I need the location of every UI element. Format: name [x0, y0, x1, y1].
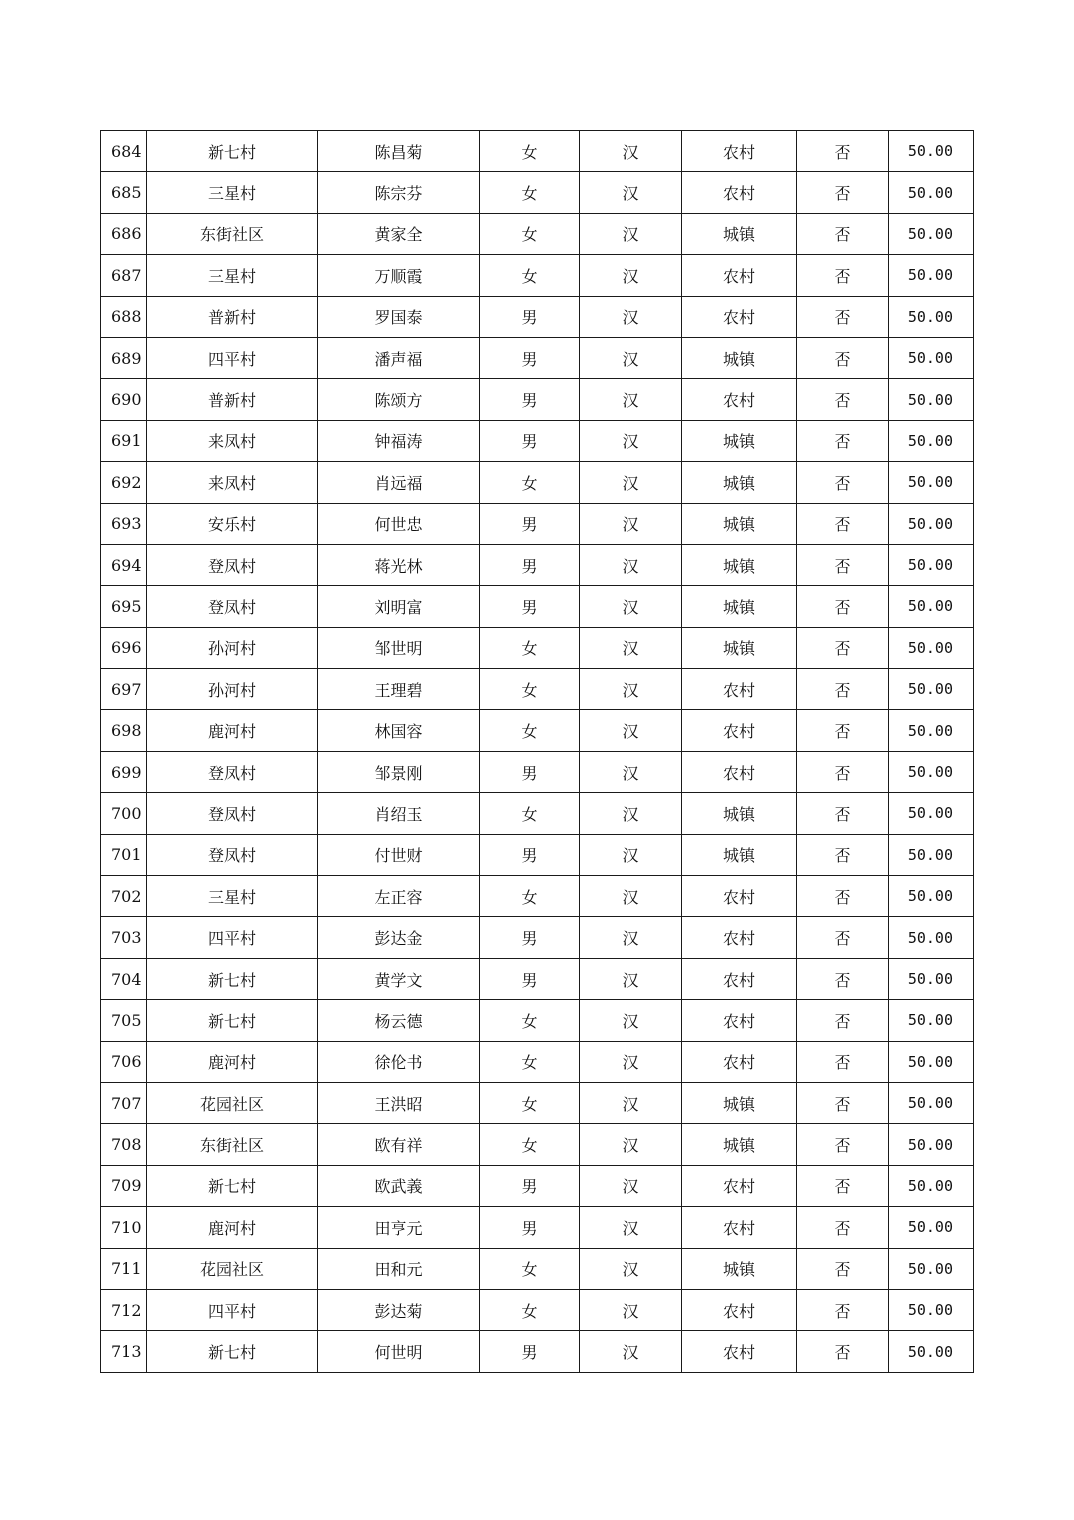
cell-village: 安乐村: [147, 503, 318, 544]
cell-ethnicity: 汉: [580, 337, 682, 378]
cell-amount: 50.00: [889, 1041, 974, 1082]
cell-ethnicity: 汉: [580, 544, 682, 585]
cell-residence: 农村: [682, 751, 797, 792]
cell-id: 711: [101, 1248, 147, 1289]
cell-flag: 否: [797, 1165, 889, 1206]
cell-id: 684: [101, 131, 147, 172]
table-row: [101, 1289, 974, 1330]
cell-village: 三星村: [147, 172, 318, 213]
cell-name: 潘声福: [318, 337, 480, 378]
cell-name: 罗国泰: [318, 296, 480, 337]
cell-ethnicity: 汉: [580, 793, 682, 834]
cell-id: 693: [101, 503, 147, 544]
cell-ethnicity: 汉: [580, 1124, 682, 1165]
cell-gender: 男: [480, 586, 580, 627]
cell-village: 新七村: [147, 1331, 318, 1372]
cell-residence: 城镇: [682, 793, 797, 834]
cell-gender: 男: [480, 544, 580, 585]
cell-name: 刘明富: [318, 586, 480, 627]
cell-residence: 农村: [682, 1041, 797, 1082]
cell-village: 三星村: [147, 255, 318, 296]
cell-name: 彭达菊: [318, 1289, 480, 1330]
table-row: [101, 131, 974, 172]
cell-amount: 50.00: [889, 131, 974, 172]
cell-id: 694: [101, 544, 147, 585]
table-row: [101, 793, 974, 834]
cell-village: 来凤村: [147, 420, 318, 461]
cell-residence: 城镇: [682, 1082, 797, 1123]
cell-village: 鹿河村: [147, 1207, 318, 1248]
table-row: [101, 1124, 974, 1165]
cell-residence: 农村: [682, 1289, 797, 1330]
table-row: [101, 255, 974, 296]
table-row: [101, 420, 974, 461]
cell-gender: 女: [480, 462, 580, 503]
table-row: [101, 379, 974, 420]
cell-flag: 否: [797, 379, 889, 420]
cell-name: 肖绍玉: [318, 793, 480, 834]
cell-flag: 否: [797, 1041, 889, 1082]
cell-amount: 50.00: [889, 462, 974, 503]
cell-ethnicity: 汉: [580, 627, 682, 668]
cell-residence: 农村: [682, 710, 797, 751]
cell-name: 彭达金: [318, 917, 480, 958]
cell-ethnicity: 汉: [580, 213, 682, 254]
cell-flag: 否: [797, 337, 889, 378]
cell-flag: 否: [797, 1207, 889, 1248]
cell-name: 黄学文: [318, 958, 480, 999]
cell-gender: 女: [480, 669, 580, 710]
cell-ethnicity: 汉: [580, 586, 682, 627]
cell-id: 705: [101, 1000, 147, 1041]
cell-residence: 农村: [682, 1331, 797, 1372]
cell-name: 付世财: [318, 834, 480, 875]
cell-gender: 女: [480, 131, 580, 172]
cell-ethnicity: 汉: [580, 255, 682, 296]
cell-residence: 农村: [682, 296, 797, 337]
cell-flag: 否: [797, 544, 889, 585]
cell-residence: 农村: [682, 1000, 797, 1041]
cell-residence: 农村: [682, 379, 797, 420]
cell-amount: 50.00: [889, 1289, 974, 1330]
cell-gender: 女: [480, 213, 580, 254]
cell-ethnicity: 汉: [580, 669, 682, 710]
cell-flag: 否: [797, 503, 889, 544]
cell-gender: 男: [480, 379, 580, 420]
cell-flag: 否: [797, 255, 889, 296]
cell-name: 田和元: [318, 1248, 480, 1289]
cell-residence: 城镇: [682, 420, 797, 461]
cell-gender: 男: [480, 420, 580, 461]
cell-amount: 50.00: [889, 917, 974, 958]
cell-residence: 农村: [682, 669, 797, 710]
cell-village: 三星村: [147, 876, 318, 917]
cell-gender: 女: [480, 1041, 580, 1082]
cell-residence: 城镇: [682, 544, 797, 585]
cell-ethnicity: 汉: [580, 1000, 682, 1041]
cell-flag: 否: [797, 213, 889, 254]
cell-name: 左正容: [318, 876, 480, 917]
cell-id: 707: [101, 1082, 147, 1123]
cell-gender: 女: [480, 1082, 580, 1123]
cell-flag: 否: [797, 296, 889, 337]
table-row: [101, 1041, 974, 1082]
cell-residence: 农村: [682, 958, 797, 999]
cell-village: 普新村: [147, 296, 318, 337]
cell-gender: 男: [480, 503, 580, 544]
cell-residence: 城镇: [682, 462, 797, 503]
cell-ethnicity: 汉: [580, 462, 682, 503]
cell-id: 692: [101, 462, 147, 503]
cell-amount: 50.00: [889, 503, 974, 544]
roster-table: [100, 130, 974, 1373]
cell-name: 林国容: [318, 710, 480, 751]
cell-flag: 否: [797, 958, 889, 999]
cell-flag: 否: [797, 710, 889, 751]
cell-gender: 女: [480, 1124, 580, 1165]
cell-ethnicity: 汉: [580, 751, 682, 792]
table-row: [101, 1248, 974, 1289]
cell-id: 690: [101, 379, 147, 420]
cell-name: 肖远福: [318, 462, 480, 503]
cell-village: 登凤村: [147, 751, 318, 792]
cell-ethnicity: 汉: [580, 710, 682, 751]
cell-flag: 否: [797, 462, 889, 503]
cell-ethnicity: 汉: [580, 1165, 682, 1206]
cell-village: 孙河村: [147, 669, 318, 710]
cell-village: 鹿河村: [147, 710, 318, 751]
cell-name: 欧武義: [318, 1165, 480, 1206]
cell-amount: 50.00: [889, 1248, 974, 1289]
cell-ethnicity: 汉: [580, 1248, 682, 1289]
cell-ethnicity: 汉: [580, 296, 682, 337]
cell-name: 杨云德: [318, 1000, 480, 1041]
cell-name: 何世忠: [318, 503, 480, 544]
cell-name: 陈宗芬: [318, 172, 480, 213]
cell-residence: 城镇: [682, 1124, 797, 1165]
cell-gender: 男: [480, 751, 580, 792]
cell-name: 徐伦书: [318, 1041, 480, 1082]
cell-gender: 男: [480, 917, 580, 958]
cell-village: 四平村: [147, 337, 318, 378]
cell-village: 登凤村: [147, 586, 318, 627]
cell-gender: 女: [480, 172, 580, 213]
cell-amount: 50.00: [889, 1082, 974, 1123]
table-row: [101, 1207, 974, 1248]
cell-residence: 农村: [682, 1207, 797, 1248]
table-row: [101, 544, 974, 585]
cell-amount: 50.00: [889, 586, 974, 627]
table-row: [101, 1000, 974, 1041]
table-row: [101, 917, 974, 958]
cell-residence: 农村: [682, 255, 797, 296]
cell-id: 685: [101, 172, 147, 213]
table-row: [101, 1082, 974, 1123]
cell-ethnicity: 汉: [580, 420, 682, 461]
roster-table-body: [101, 131, 974, 1373]
cell-village: 普新村: [147, 379, 318, 420]
cell-village: 孙河村: [147, 627, 318, 668]
cell-ethnicity: 汉: [580, 876, 682, 917]
cell-id: 699: [101, 751, 147, 792]
cell-ethnicity: 汉: [580, 379, 682, 420]
cell-flag: 否: [797, 834, 889, 875]
cell-gender: 女: [480, 876, 580, 917]
table-row: [101, 1165, 974, 1206]
cell-residence: 城镇: [682, 627, 797, 668]
cell-residence: 城镇: [682, 586, 797, 627]
cell-amount: 50.00: [889, 1000, 974, 1041]
table-row: [101, 751, 974, 792]
cell-flag: 否: [797, 172, 889, 213]
cell-village: 花园社区: [147, 1082, 318, 1123]
cell-gender: 男: [480, 1165, 580, 1206]
cell-amount: 50.00: [889, 793, 974, 834]
cell-village: 登凤村: [147, 544, 318, 585]
cell-gender: 女: [480, 710, 580, 751]
cell-residence: 农村: [682, 131, 797, 172]
cell-ethnicity: 汉: [580, 1289, 682, 1330]
cell-flag: 否: [797, 669, 889, 710]
cell-gender: 女: [480, 1289, 580, 1330]
cell-village: 新七村: [147, 131, 318, 172]
table-row: [101, 462, 974, 503]
cell-amount: 50.00: [889, 627, 974, 668]
cell-residence: 城镇: [682, 1248, 797, 1289]
cell-village: 登凤村: [147, 793, 318, 834]
table-row: [101, 586, 974, 627]
cell-amount: 50.00: [889, 1331, 974, 1372]
cell-residence: 农村: [682, 1165, 797, 1206]
cell-gender: 男: [480, 958, 580, 999]
cell-flag: 否: [797, 1331, 889, 1372]
cell-id: 700: [101, 793, 147, 834]
cell-flag: 否: [797, 917, 889, 958]
cell-gender: 男: [480, 1331, 580, 1372]
cell-flag: 否: [797, 793, 889, 834]
cell-amount: 50.00: [889, 1165, 974, 1206]
cell-residence: 城镇: [682, 337, 797, 378]
cell-ethnicity: 汉: [580, 503, 682, 544]
cell-ethnicity: 汉: [580, 1207, 682, 1248]
cell-id: 709: [101, 1165, 147, 1206]
cell-name: 万顺霞: [318, 255, 480, 296]
cell-name: 何世明: [318, 1331, 480, 1372]
cell-gender: 女: [480, 1000, 580, 1041]
cell-amount: 50.00: [889, 296, 974, 337]
table-row: [101, 876, 974, 917]
cell-village: 来凤村: [147, 462, 318, 503]
cell-id: 689: [101, 337, 147, 378]
cell-flag: 否: [797, 751, 889, 792]
cell-residence: 农村: [682, 172, 797, 213]
cell-id: 701: [101, 834, 147, 875]
cell-id: 696: [101, 627, 147, 668]
cell-amount: 50.00: [889, 420, 974, 461]
cell-flag: 否: [797, 876, 889, 917]
cell-amount: 50.00: [889, 379, 974, 420]
cell-amount: 50.00: [889, 1207, 974, 1248]
cell-id: 706: [101, 1041, 147, 1082]
cell-gender: 女: [480, 627, 580, 668]
cell-flag: 否: [797, 1000, 889, 1041]
cell-id: 702: [101, 876, 147, 917]
cell-ethnicity: 汉: [580, 958, 682, 999]
cell-amount: 50.00: [889, 834, 974, 875]
cell-name: 田亨元: [318, 1207, 480, 1248]
cell-id: 687: [101, 255, 147, 296]
table-row: [101, 669, 974, 710]
cell-flag: 否: [797, 1248, 889, 1289]
table-row: [101, 1331, 974, 1372]
cell-id: 713: [101, 1331, 147, 1372]
cell-name: 王洪昭: [318, 1082, 480, 1123]
cell-residence: 农村: [682, 876, 797, 917]
cell-residence: 城镇: [682, 503, 797, 544]
cell-id: 697: [101, 669, 147, 710]
cell-id: 704: [101, 958, 147, 999]
cell-gender: 男: [480, 337, 580, 378]
cell-gender: 女: [480, 255, 580, 296]
cell-amount: 50.00: [889, 669, 974, 710]
table-row: [101, 172, 974, 213]
cell-flag: 否: [797, 131, 889, 172]
cell-name: 欧有祥: [318, 1124, 480, 1165]
cell-name: 陈昌菊: [318, 131, 480, 172]
cell-id: 695: [101, 586, 147, 627]
cell-gender: 男: [480, 1207, 580, 1248]
cell-ethnicity: 汉: [580, 917, 682, 958]
cell-name: 邹景刚: [318, 751, 480, 792]
cell-flag: 否: [797, 1082, 889, 1123]
cell-flag: 否: [797, 627, 889, 668]
cell-id: 708: [101, 1124, 147, 1165]
cell-village: 新七村: [147, 1165, 318, 1206]
cell-id: 686: [101, 213, 147, 254]
cell-village: 东街社区: [147, 1124, 318, 1165]
cell-amount: 50.00: [889, 213, 974, 254]
cell-amount: 50.00: [889, 751, 974, 792]
table-row: [101, 958, 974, 999]
cell-flag: 否: [797, 586, 889, 627]
cell-amount: 50.00: [889, 958, 974, 999]
cell-flag: 否: [797, 1124, 889, 1165]
cell-name: 黄家全: [318, 213, 480, 254]
cell-ethnicity: 汉: [580, 1331, 682, 1372]
cell-residence: 城镇: [682, 213, 797, 254]
cell-id: 698: [101, 710, 147, 751]
cell-village: 四平村: [147, 1289, 318, 1330]
table-row: [101, 710, 974, 751]
cell-amount: 50.00: [889, 544, 974, 585]
cell-id: 712: [101, 1289, 147, 1330]
cell-village: 新七村: [147, 1000, 318, 1041]
cell-id: 710: [101, 1207, 147, 1248]
table-row: [101, 834, 974, 875]
cell-village: 新七村: [147, 958, 318, 999]
table-row: [101, 503, 974, 544]
table-row: [101, 337, 974, 378]
cell-name: 王理碧: [318, 669, 480, 710]
table-row: [101, 213, 974, 254]
cell-name: 蒋光林: [318, 544, 480, 585]
cell-id: 691: [101, 420, 147, 461]
cell-flag: 否: [797, 1289, 889, 1330]
cell-village: 鹿河村: [147, 1041, 318, 1082]
cell-name: 钟福涛: [318, 420, 480, 461]
cell-village: 东街社区: [147, 213, 318, 254]
table-row: [101, 296, 974, 337]
cell-amount: 50.00: [889, 337, 974, 378]
cell-gender: 男: [480, 296, 580, 337]
cell-amount: 50.00: [889, 1124, 974, 1165]
cell-gender: 女: [480, 1248, 580, 1289]
cell-residence: 城镇: [682, 834, 797, 875]
cell-amount: 50.00: [889, 255, 974, 296]
cell-ethnicity: 汉: [580, 834, 682, 875]
cell-village: 花园社区: [147, 1248, 318, 1289]
cell-gender: 男: [480, 834, 580, 875]
cell-id: 703: [101, 917, 147, 958]
cell-id: 688: [101, 296, 147, 337]
cell-ethnicity: 汉: [580, 172, 682, 213]
cell-village: 登凤村: [147, 834, 318, 875]
cell-amount: 50.00: [889, 710, 974, 751]
cell-ethnicity: 汉: [580, 131, 682, 172]
cell-name: 陈颂方: [318, 379, 480, 420]
cell-flag: 否: [797, 420, 889, 461]
cell-ethnicity: 汉: [580, 1082, 682, 1123]
cell-village: 四平村: [147, 917, 318, 958]
cell-amount: 50.00: [889, 876, 974, 917]
cell-gender: 女: [480, 793, 580, 834]
cell-residence: 农村: [682, 917, 797, 958]
table-row: [101, 627, 974, 668]
cell-name: 邹世明: [318, 627, 480, 668]
cell-amount: 50.00: [889, 172, 974, 213]
cell-ethnicity: 汉: [580, 1041, 682, 1082]
